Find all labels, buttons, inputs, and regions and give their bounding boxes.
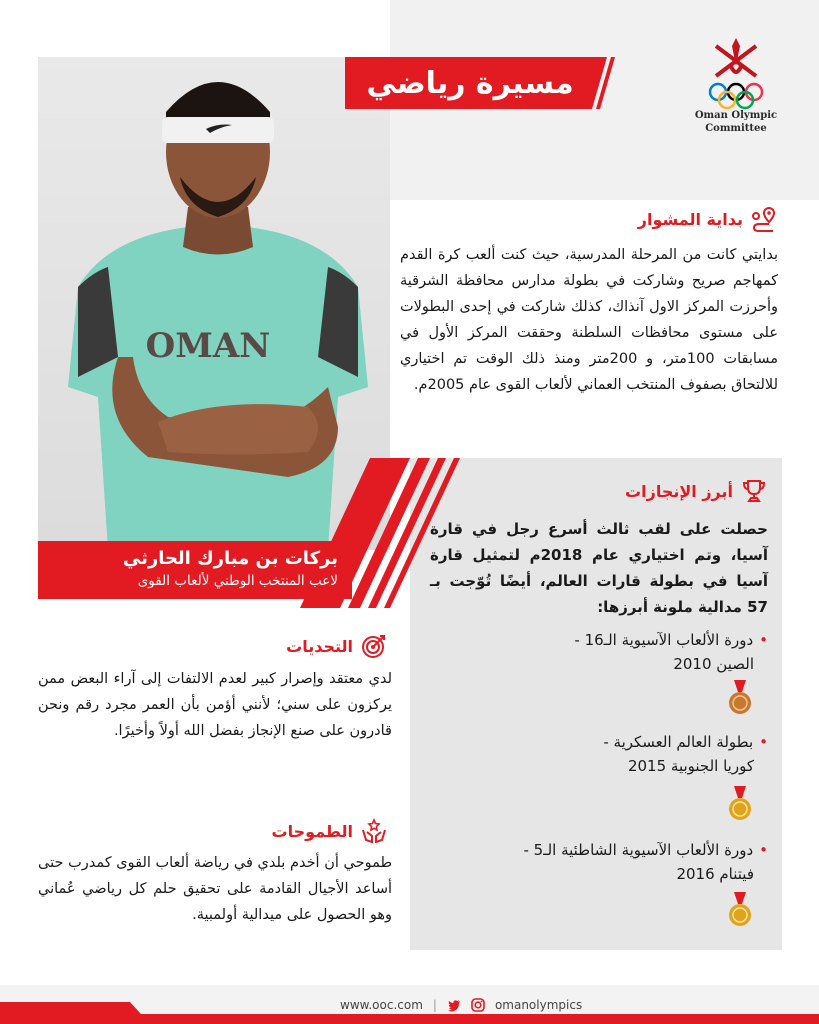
ambitions-heading-label: الطموحات: [271, 821, 353, 841]
website-link[interactable]: www.ooc.com: [340, 998, 423, 1012]
ambitions-heading: [272, 818, 387, 844]
achievements-heading-label: أبرز الإنجازات: [625, 481, 733, 501]
page-title: مسيرة رياضي: [366, 65, 574, 101]
social-handle[interactable]: omanolympics: [494, 998, 583, 1012]
twitter-icon[interactable]: [447, 998, 461, 1012]
athlete-name: بركات بن مبارك الحارثي: [122, 548, 338, 569]
target-icon: [361, 633, 387, 659]
footer-links: [340, 994, 582, 1016]
beginning-text: بدايتي كانت من المرحلة المدرسية، حيث كنت ألعب كرة القدم كمهاجم صريح وشاركت في بطولة مدارس محافظة الشرقية وأحرزت المركز الاول آنذاك، كذلك شاركت في إحدى البطولات على مستوى محافظات السلطنة وحققت المركز الأول في مسابقات 100متر، و 200متر ومنذ ذلك الوقت تم اختياري للالتحاق بصفوف المنتخب العماني لألعاب القوى عام 2005م.: [400, 247, 778, 393]
bronze-medal-icon: [727, 680, 753, 716]
logo-caption: Oman Olympic Committee: [694, 110, 778, 134]
achievements-heading: [625, 478, 767, 504]
beginning-heading: [638, 206, 777, 232]
list-item: •دورة الألعاب الآسيوية الشاطئية الـ5 - فيتنام 2016: [523, 841, 768, 883]
route-pin-icon: [751, 206, 777, 232]
achievements-intro: حصلت على لقب ثالث أسرع رجل في قارة آسيا، وتم اختياري عام 2018م لتمثيل قارة آسيا في بطولة قارات العالم، أيضًا تُوّجت بـ 57 مدالية ملونة أبرزها:: [430, 520, 768, 616]
list-item: •دورة الألعاب الآسيوية الـ16 - الصين 2010: [574, 631, 768, 673]
svg-text:OMAN: OMAN: [145, 326, 271, 366]
challenges-text: لدي معتقد وإصرار كبير لعدم الالتفات إلى آراء البعض ممن يركزون على سني؛ لأنني أؤمن بأن العمر مجرد رقم ونحن قادرون على صنع الإنجاز بفضل الله أولاً وأخيرًا.: [38, 671, 392, 739]
athlete-role: لاعب المنتخب الوطني لألعاب القوى: [137, 573, 338, 589]
ambitions-text: طموحي أن أخدم بلدي في رياضة ألعاب القوى كمدرب حتى أساعد الأجيال القادمة على تحقيق حلم كل رياضي عُماني وهو الحصول على ميدالية أولمبية.: [38, 855, 392, 923]
instagram-icon[interactable]: [471, 998, 485, 1012]
beginning-heading-label: بداية المشوار: [637, 209, 743, 229]
footer-divider: |: [432, 998, 437, 1012]
trophy-icon: [741, 478, 767, 504]
challenges-heading: [286, 633, 387, 659]
gold-medal-icon: [727, 892, 753, 928]
athlete-name-card: [38, 541, 352, 599]
challenges-heading-label: التحديات: [286, 636, 353, 656]
gold-medal-icon: [727, 786, 753, 822]
list-item: •بطولة العالم العسكرية - كوريا الجنوبية 2015: [603, 733, 768, 775]
hands-star-icon: [361, 818, 387, 844]
footer-accent-corner: [0, 1002, 150, 1024]
